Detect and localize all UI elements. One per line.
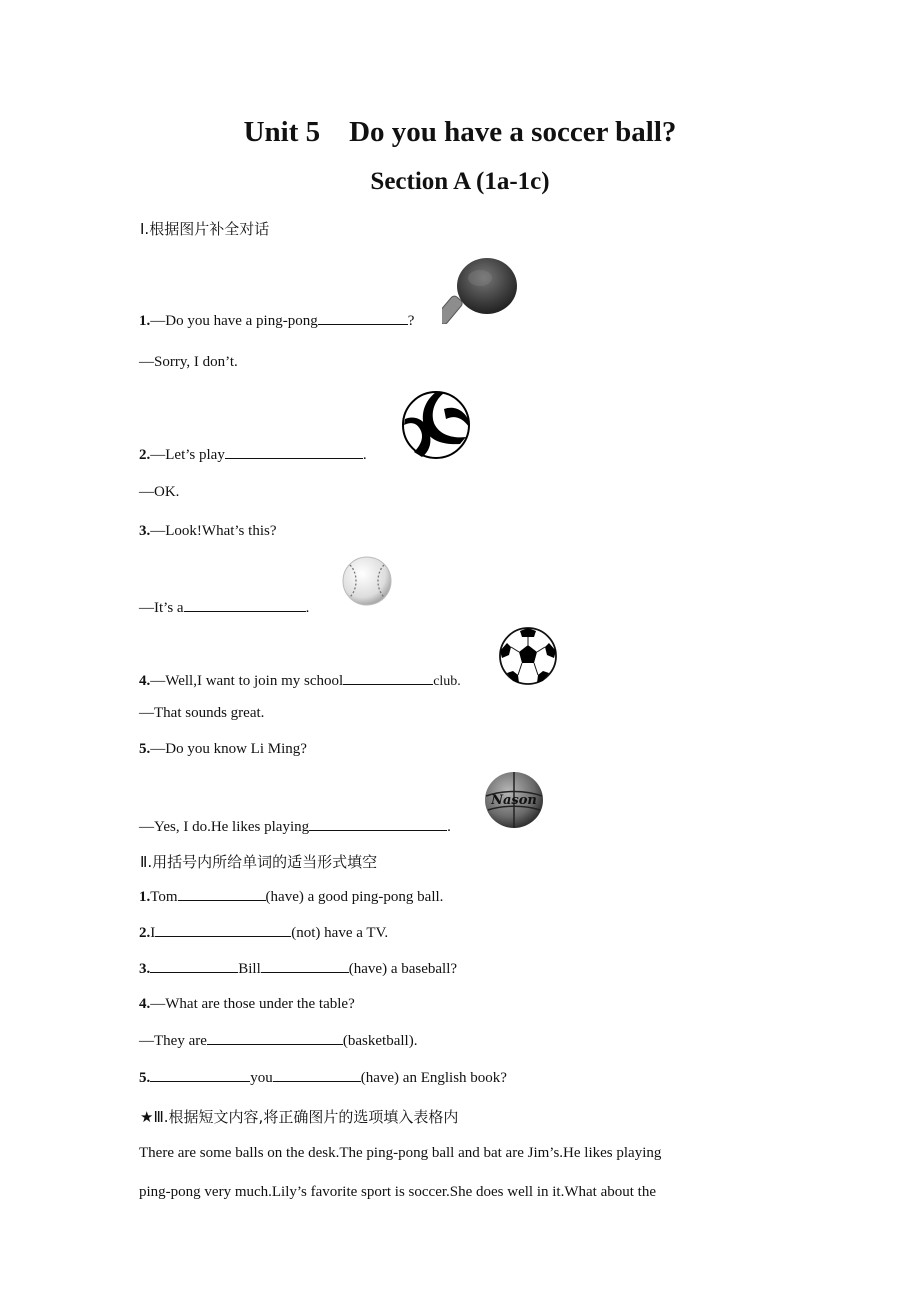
answer-blank[interactable] [155, 924, 291, 937]
part1-q1: 1.—Do you have a ping-pong ? [139, 313, 415, 329]
part2-q4-reply: —They are (basketball). [139, 1033, 418, 1049]
baseball-icon [340, 555, 394, 607]
part1-heading: Ⅰ.根据图片补全对话 [140, 220, 270, 238]
part3-heading: ★Ⅲ.根据短文内容,将正确图片的选项填入表格内 [140, 1108, 459, 1126]
part1-q3-reply: —It’s a . [139, 600, 310, 616]
answer-blank[interactable] [343, 672, 433, 685]
answer-blank[interactable] [178, 888, 266, 901]
part1-q4: 4.—Well,I want to join my school club. [139, 673, 461, 689]
answer-blank[interactable] [273, 1069, 361, 1082]
part1-q2-reply: —OK. [139, 484, 180, 500]
ping-pong-bat-icon [442, 256, 520, 324]
answer-blank[interactable] [150, 960, 238, 973]
part2-heading: Ⅱ.用括号内所给单词的适当形式填空 [140, 853, 378, 871]
answer-blank[interactable] [309, 818, 447, 831]
section-subtitle: Section A (1a-1c) [370, 168, 550, 195]
answer-blank[interactable] [225, 446, 363, 459]
part1-q2: 2.—Let’s play . [139, 447, 367, 463]
answer-blank[interactable] [207, 1032, 343, 1045]
page-title: Unit 5 Do you have a soccer ball? [243, 116, 677, 148]
soccer-ball-icon [497, 625, 559, 687]
part1-q1-reply: —Sorry, I don’t. [139, 354, 238, 370]
part1-q4-reply: —That sounds great. [139, 705, 265, 721]
basketball-brand: Nason [491, 793, 537, 808]
part1-q3: 3.—Look!What’s this? [139, 523, 277, 539]
part3-paragraph-line2: ping-pong very much.Lily’s favorite sport is soccer.She does well in it.What about the [139, 1184, 656, 1200]
part2-q3: 3. Bill (have) a baseball? [139, 961, 458, 977]
part2-q4: 4.—What are those under the table? [139, 996, 355, 1012]
part1-q5-reply: —Yes, I do.He likes playing . [139, 819, 451, 835]
part2-q5: 5. you (have) an English book? [139, 1070, 507, 1086]
volleyball-icon [400, 389, 472, 461]
basketball-icon [483, 770, 545, 830]
part2-q2: 2.I (not) have a TV. [139, 925, 389, 941]
answer-blank[interactable] [150, 1069, 250, 1082]
part2-q1: 1.Tom (have) a good ping-pong ball. [139, 889, 444, 905]
part1-q5: 5.—Do you know Li Ming? [139, 741, 307, 757]
answer-blank[interactable] [318, 312, 408, 325]
part3-paragraph-line1: There are some balls on the desk.The ping-pong ball and bat are Jim’s.He likes playing [139, 1145, 662, 1161]
answer-blank[interactable] [184, 599, 306, 612]
answer-blank[interactable] [261, 960, 349, 973]
